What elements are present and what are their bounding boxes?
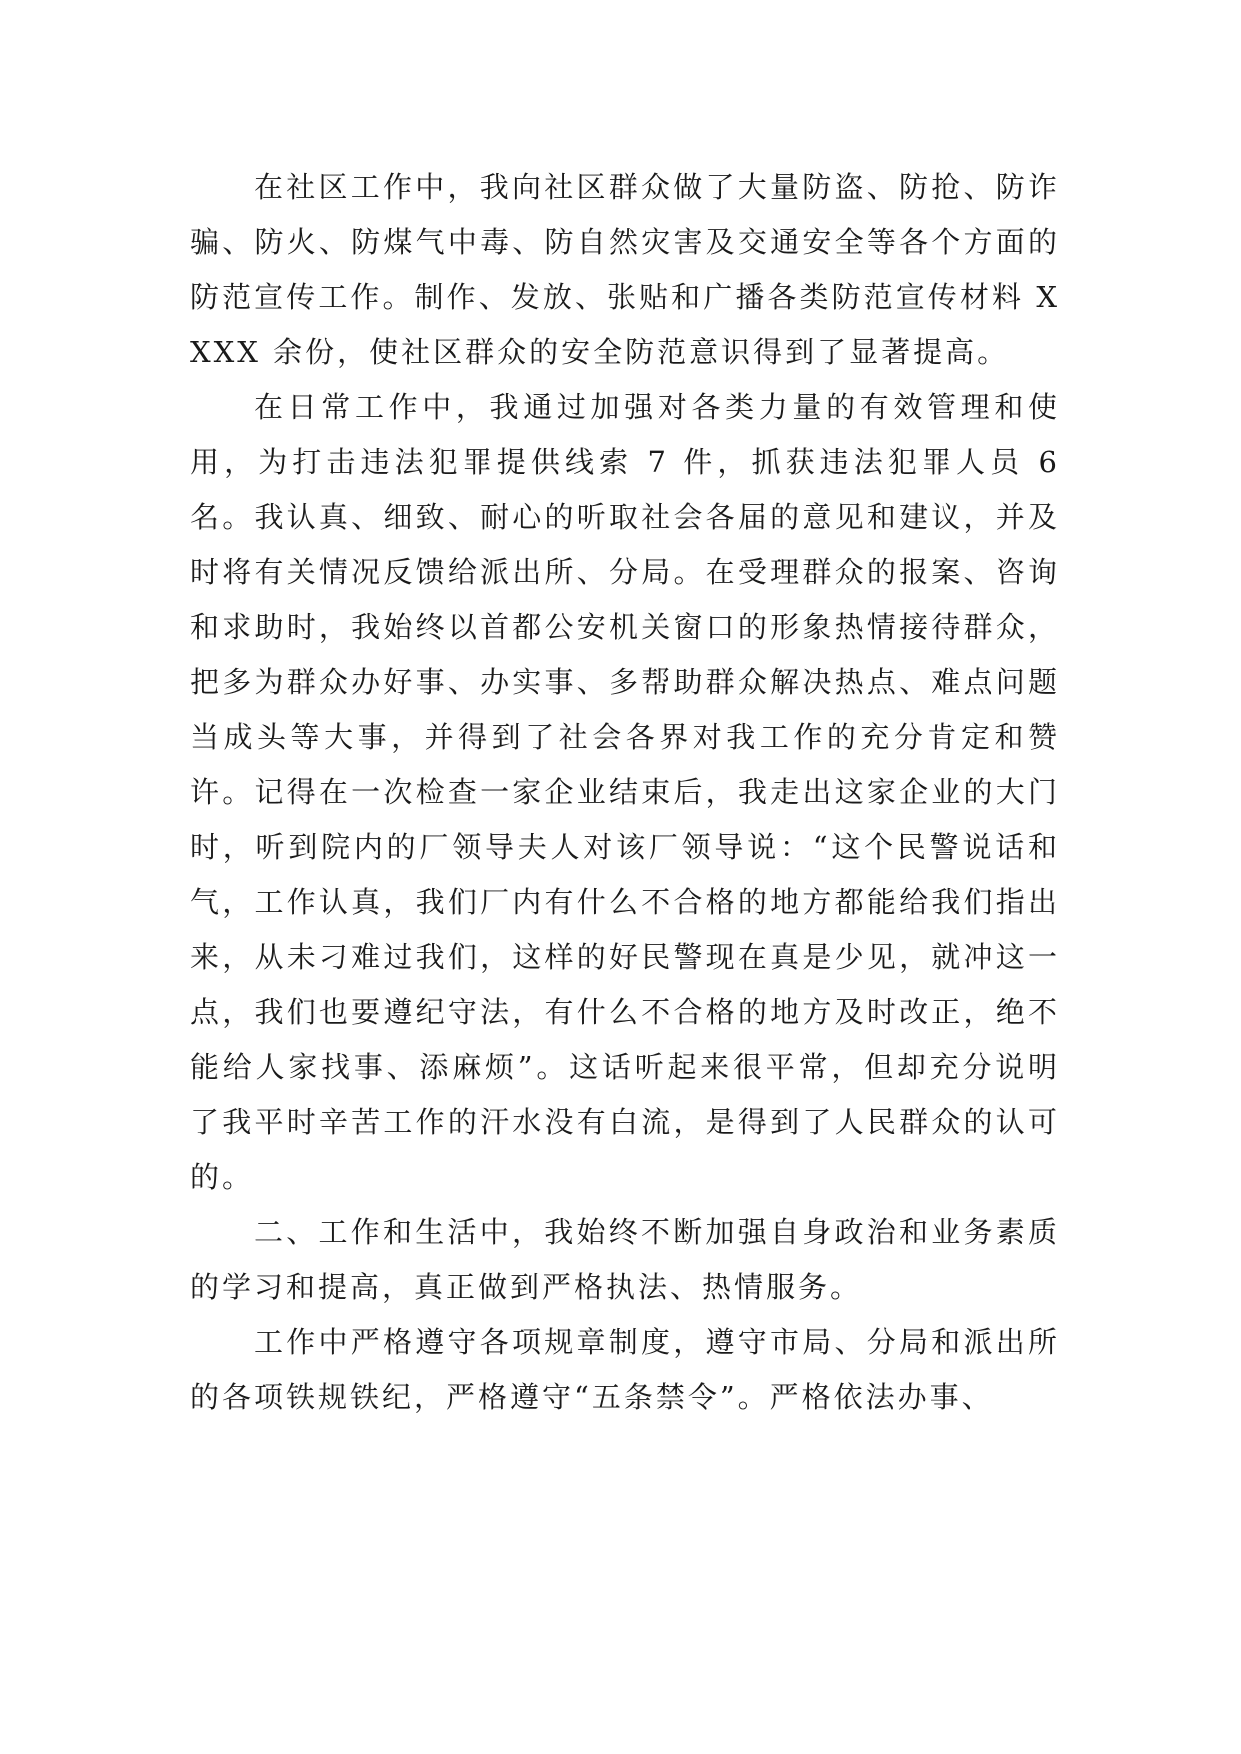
paragraph-community-work: 在社区工作中，我向社区群众做了大量防盗、防抢、防诈骗、防火、防煤气中毒、防自然灾害及交通安全等各个方面的防范宣传工作。制作、发放、张贴和广播各类防范宣传材料 XXXX 余份，使社区群众的安全防范意识得到了显著提高。 <box>190 170 1060 369</box>
paragraph-discipline: 工作中严格遵守各项规章制度，遵守市局、分局和派出所的各项铁规铁纪，严格遵守“五条禁令”。严格依法办事、 <box>190 1325 1060 1414</box>
document-body <box>190 160 1060 1425</box>
paragraph-daily-work: 在日常工作中，我通过加强对各类力量的有效管理和使用，为打击违法犯罪提供线索 7 件，抓获违法犯罪人员 6 名。我认真、细致、耐心的听取社会各届的意见和建议，并及时将有关情况反馈给派出所、分局。在受理群众的报案、咨询和求助时，我始终以首都公安机关窗口的形象热情接待群众，把多为群众办好事、办实事、多帮助群众解决热点、难点问题当成头等大事，并得到了社会各界对我工作的充分肯定和赞许。记得在一次检查一家企业结束后，我走出这家企业的大门时，听到院内的厂领导夫人对该厂领导说：“这个民警说话和气，工作认真，我们厂内有什么不合格的地方都能给我们指出来，从未刁难过我们，这样的好民警现在真是少见，就冲这一点，我们也要遵纪守法，有什么不合格的地方及时改正，绝不能给人家找事、添麻烦”。这话听起来很平常，但却充分说明了我平时辛苦工作的汗水没有白流，是得到了人民群众的认可的。 <box>190 390 1060 1194</box>
paragraph-section-two-heading: 二、工作和生活中，我始终不断加强自身政治和业务素质的学习和提高，真正做到严格执法、热情服务。 <box>190 1215 1060 1304</box>
